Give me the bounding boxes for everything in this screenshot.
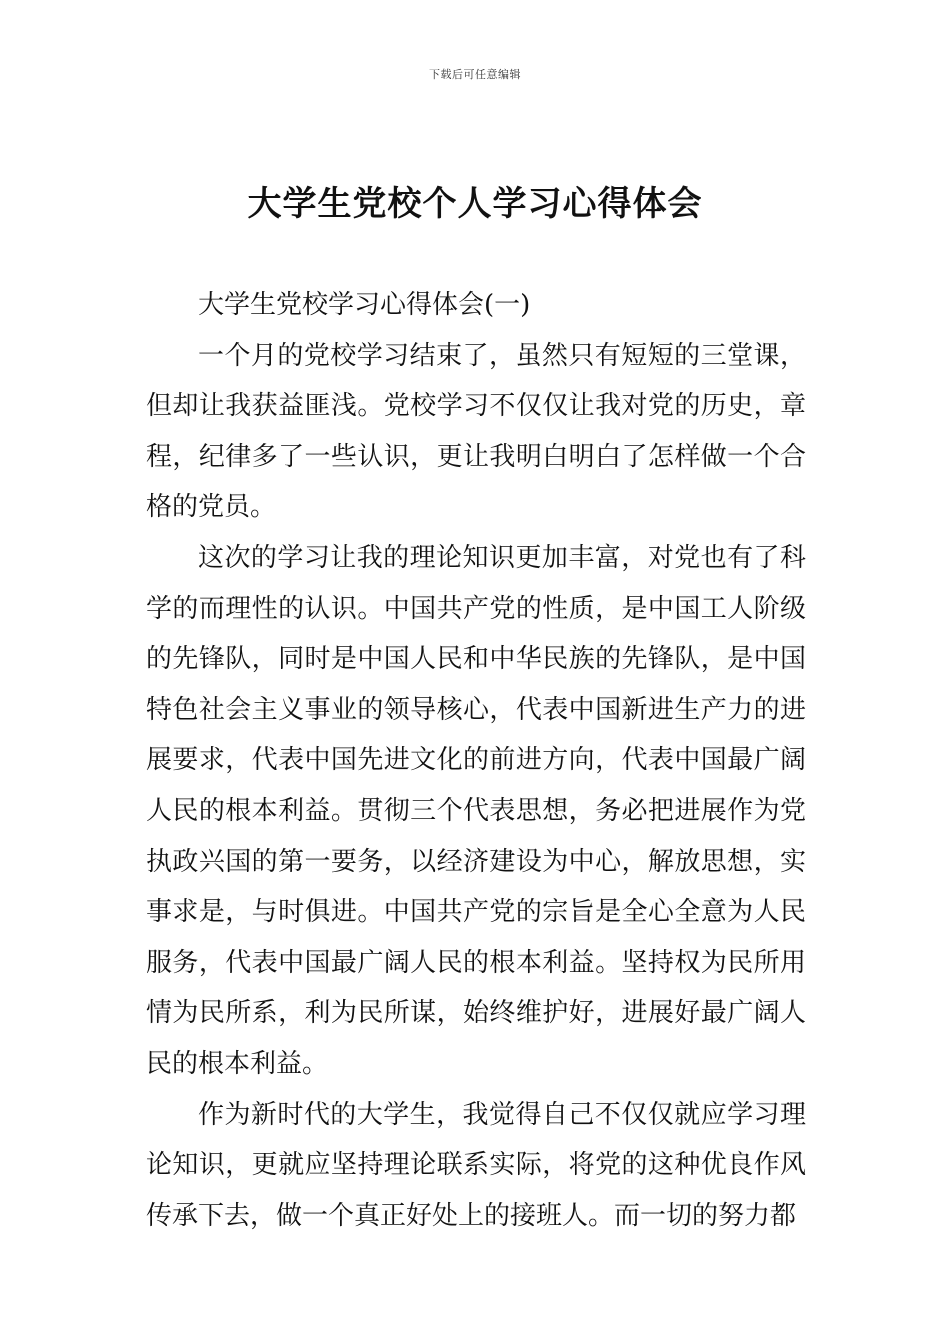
paragraph: 作为新时代的大学生，我觉得自己不仅仅就应学习理论知识，更就应坚持理论联系实际，将党的这种优良作风传承下去，做一个真正好处上的接班人。而一切的努力都 bbox=[146, 1099, 806, 1231]
paragraph: 一个月的党校学习结束了，虽然只有短短的三堂课，但却让我获益匪浅。党校学习不仅仅让我对党的历史，章程，纪律多了一些认识，更让我明白明白了怎样做一个合格的党员。 bbox=[146, 340, 806, 523]
paragraph: 这次的学习让我的理论知识更加丰富，对党也有了科学的而理性的认识。中国共产党的性质，是中国工人阶级的先锋队，同时是中国人民和中华民族的先锋队，是中国特色社会主义事业的领导核心，代表中国新进生产力的进展要求，代表中国先进文化的前进方向，代表中国最广阔人民的根本利益。贯彻三个代表思想，务必把进展作为党执政兴国的第一要务，以经济建设为中心，解放思想，实事求是，与时俱进。中国共产党的宗旨是全心全意为人民服务，代表中国最广阔人民的根本利益。坚持权为民所用情为民所系，利为民所谋，始终维护好，进展好最广阔人民的根本利益。 bbox=[146, 542, 806, 1079]
section-heading: 大学生党校学习心得体会(一) bbox=[198, 290, 531, 320]
document-body bbox=[146, 280, 806, 1241]
document-title: 大学生党校个人学习心得体会 bbox=[247, 184, 703, 224]
header-note: 下载后可任意编辑 bbox=[429, 68, 521, 81]
